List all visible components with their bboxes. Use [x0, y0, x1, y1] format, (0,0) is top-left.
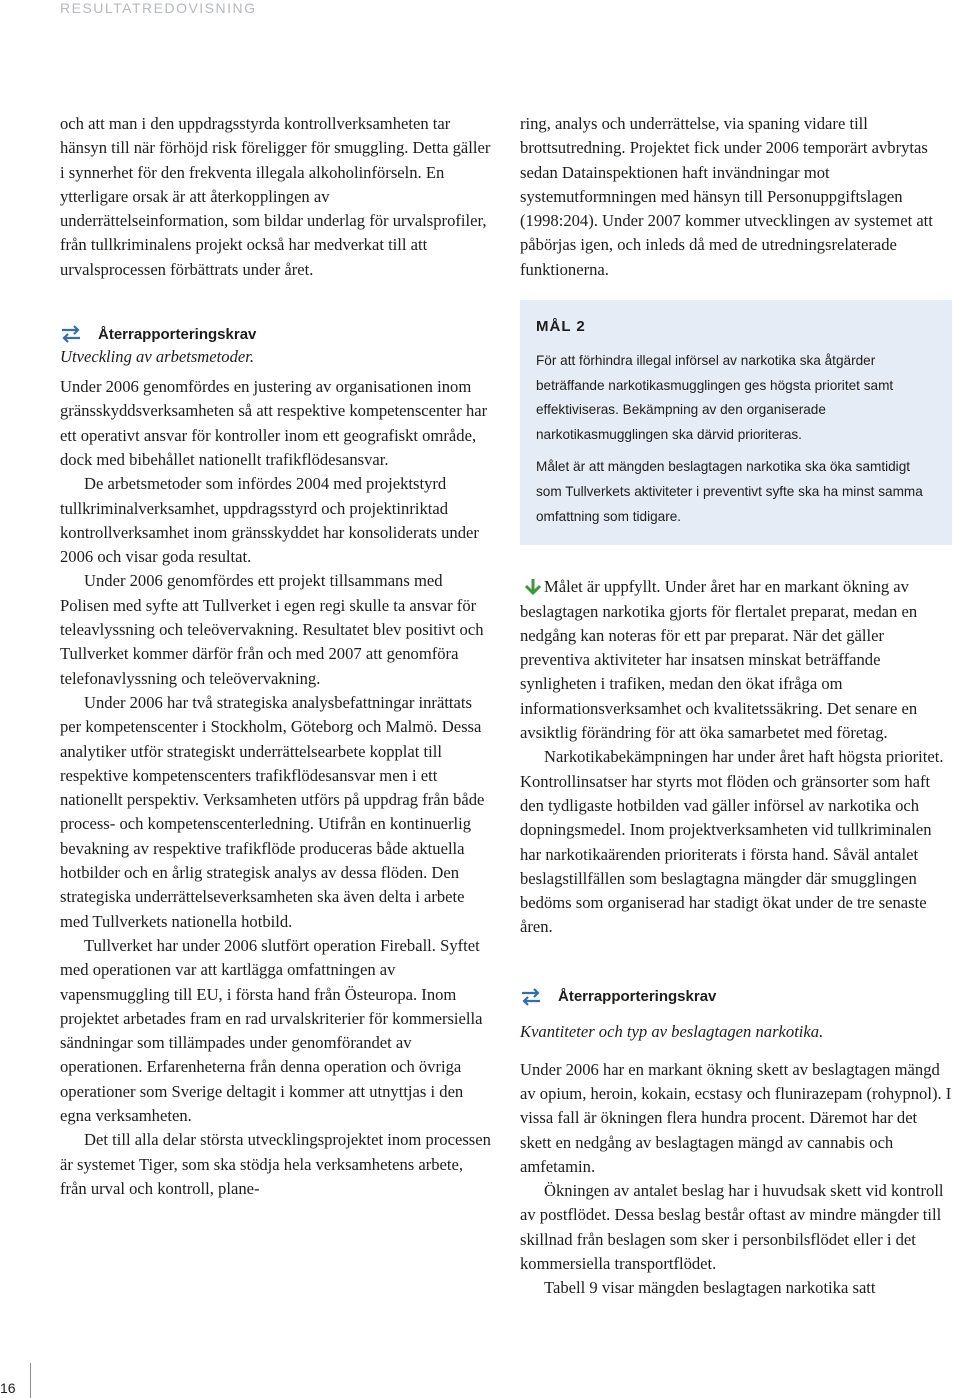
goal-box	[520, 300, 952, 545]
report-subtitle: Kvantiteter och typ av beslagtagen narkotika.	[520, 1021, 824, 1041]
right-paragraph: Narkotikabekämpningen har under året haft högsta prioritet. Kontrollinsatser har styrts mot flöden och gränsorter som haft den tydligaste hotbilden vad gäller införsel av narkotika och dopningsmedel. Inom projektverksamheten vid tullkriminalen har narkotikaärenden prioriterats i första hand. Såväl antalet beslagstillfällen som beslagtagna mängder där smugglingen bedöms som organiserad har stadigt ökat under de tre senaste åren.	[520, 747, 944, 937]
right-body-paragraphs	[520, 1058, 952, 1301]
left-paragraph: Tullverket har under 2006 slutfört operation Fireball. Syftet med operationen var att kartlägga omfattningen av vapensmuggling till EU, i första hand från Östeuropa. Inom projektet arbetades fram en rad urvalskriterier för kommersiella sändningar som tillämpades under genomförandet av operationen. Erfarenheterna från denna operation och övriga operationer som Sverige deltagit i kommer att utnyttjas i den egna verksamheten.	[60, 935, 483, 1125]
right-column	[520, 112, 952, 1301]
left-intro-paragraph: och att man i den uppdragsstyrda kontrollverksamheten tar hänsyn till när förhöjd risk föreligger för smuggling. Detta gäller i synnerhet för den frekventa illegala alkoholinförseln. En ytterligare orsak är att återkopplingen av underrättelseinformation, som bildar underlag för urvalsprofiler, från tullkriminalens projekt också har medverkat till att urvalsprocessen förbättrats under året.	[60, 114, 491, 279]
left-paragraph: Under 2006 har två strategiska analysbefattningar inrättats per kompetenscenter i Stockholm, Göteborg och Malmö. Dessa analytiker utför strategiskt underrättelsearbete kopplat till respektive kompetenscenters trafikflödesansvar men i ett nationellt perspektiv. Verksamheten utförs på uppdrag från både process- och kompetenscenterledning. Utifrån en kontinuerlig bevakning av respektive trafikflöde produceras både aktuella hotbilder och en årlig strategisk analys av dessa flöden. Den strategiska underrättelseverksamheten ska även delta i arbete med Tullverkets nationella hotbild.	[60, 692, 485, 931]
page-number: 16	[0, 1380, 16, 1396]
left-body	[60, 112, 492, 282]
report-subtitle: Utveckling av arbetsmetoder.	[60, 347, 254, 367]
report-requirement-heading	[520, 988, 952, 1006]
right-paragraph: Tabell 9 visar mängden beslagtagen narkotika satt	[544, 1278, 876, 1298]
goal-text: Målet är att mängden beslagtagen narkotika ska öka samtidigt som Tullverkets aktiviteter i preventivt syfte ska ha minst samma omfattning som tidigare.	[536, 459, 923, 524]
right-paragraph: Ökningen av antalet beslag har i huvudsak skett vid kontroll av postflödet. Dessa beslag består oftast av mindre mängder till skillnad från beslagen som sker i personbilsflödet eller i det kommersiella transportflödet.	[520, 1181, 944, 1274]
left-column	[60, 112, 492, 1201]
left-body-paragraphs	[60, 375, 492, 1201]
goal-title: MÅL 2	[536, 318, 586, 336]
goal-text: För att förhindra illegal införsel av narkotika ska åtgärder beträffande narkotikasmugglingen ges högsta prioritet samt effektiviseras. Bekämpning av den organiserade narkotikasmugglingen ska därvid prioriteras.	[536, 353, 894, 442]
report-arrows-icon	[60, 325, 82, 343]
right-paragraph: Under 2006 har en markant ökning skett av beslagtagen mängd av opium, heroin, kokain, ecstasy och flunirazepam (rohypnol). I vissa fall är ökningen flera hundra procent. Däremot har det skett en nedgång av beslagtagen mängd av cannabis och amfetamin.	[520, 1059, 952, 1176]
left-paragraph: Under 2006 genomfördes ett projekt tillsammans med Polisen med syfte att Tullverket i egen regi skulle ta ansvar för teleavlyssning och teleövervakning. Resultatet blev positivt och Tullverket kommer därför från och med 2007 att genomföra telefonavlyssning och teleövervakning.	[60, 571, 484, 688]
right-intro-paragraph: ring, analys och underrättelse, via spaning vidare till brottsutredning. Projektet fick under 2006 temporärt avbrytas sedan Datainspektionen haft invändningar mot systemutformningen med hänsyn till Personuppgiftslagen (1998:204). Under 2007 kommer utvecklingen av systemet att påbörjas igen, och inleds då med de utredningsrelaterade funktionerna.	[520, 114, 933, 279]
left-paragraph: Det till alla delar största utvecklingsprojektet inom processen är systemet Tiger, som ska stödja hela verksamhetens arbete, från urval och kontroll, plane-	[60, 1130, 491, 1198]
goal-status	[520, 575, 952, 745]
right-status-section	[520, 575, 952, 939]
report-requirement-heading	[60, 325, 492, 343]
right-body	[520, 112, 952, 282]
running-header: RESULTATREDOVISNING	[60, 0, 257, 16]
left-paragraph: Under 2006 genomfördes en justering av organisationen inom gränsskyddsverksamheten så att respektive kompetenscenter har ett operativt ansvar för kontroller inom ett geografiskt område, dock med bibehållet nationellt trafikflödesansvar.	[60, 377, 488, 469]
report-heading-text: Återrapporteringskrav	[558, 988, 717, 1006]
report-arrows-icon	[520, 988, 542, 1006]
page-number-divider	[30, 1363, 31, 1398]
left-paragraph: De arbetsmetoder som infördes 2004 med projektstyrd tullkriminalverksamhet, uppdragsstyrd och projektinriktad kontrollverksamhet inom gränsskyddet har konsoliderats under 2006 och visar goda resultat.	[60, 474, 479, 567]
goal-status-text: Målet är uppfyllt. Under året har en markant ökning av beslagtagen narkotika gjorts för flertalet preparat, medan en nedgång kan noteras för ett par preparat. När det gäller preventiva aktiviteter har insatsen minskat beträffande synligheten i trafiken, medan den ökat ifråga om informationsverksamhet och kvalitetssäkring. Det senare en avsiktlig förändring för att öka samarbetet med företag.	[520, 577, 918, 743]
report-heading-text: Återrapporteringskrav	[98, 325, 257, 343]
